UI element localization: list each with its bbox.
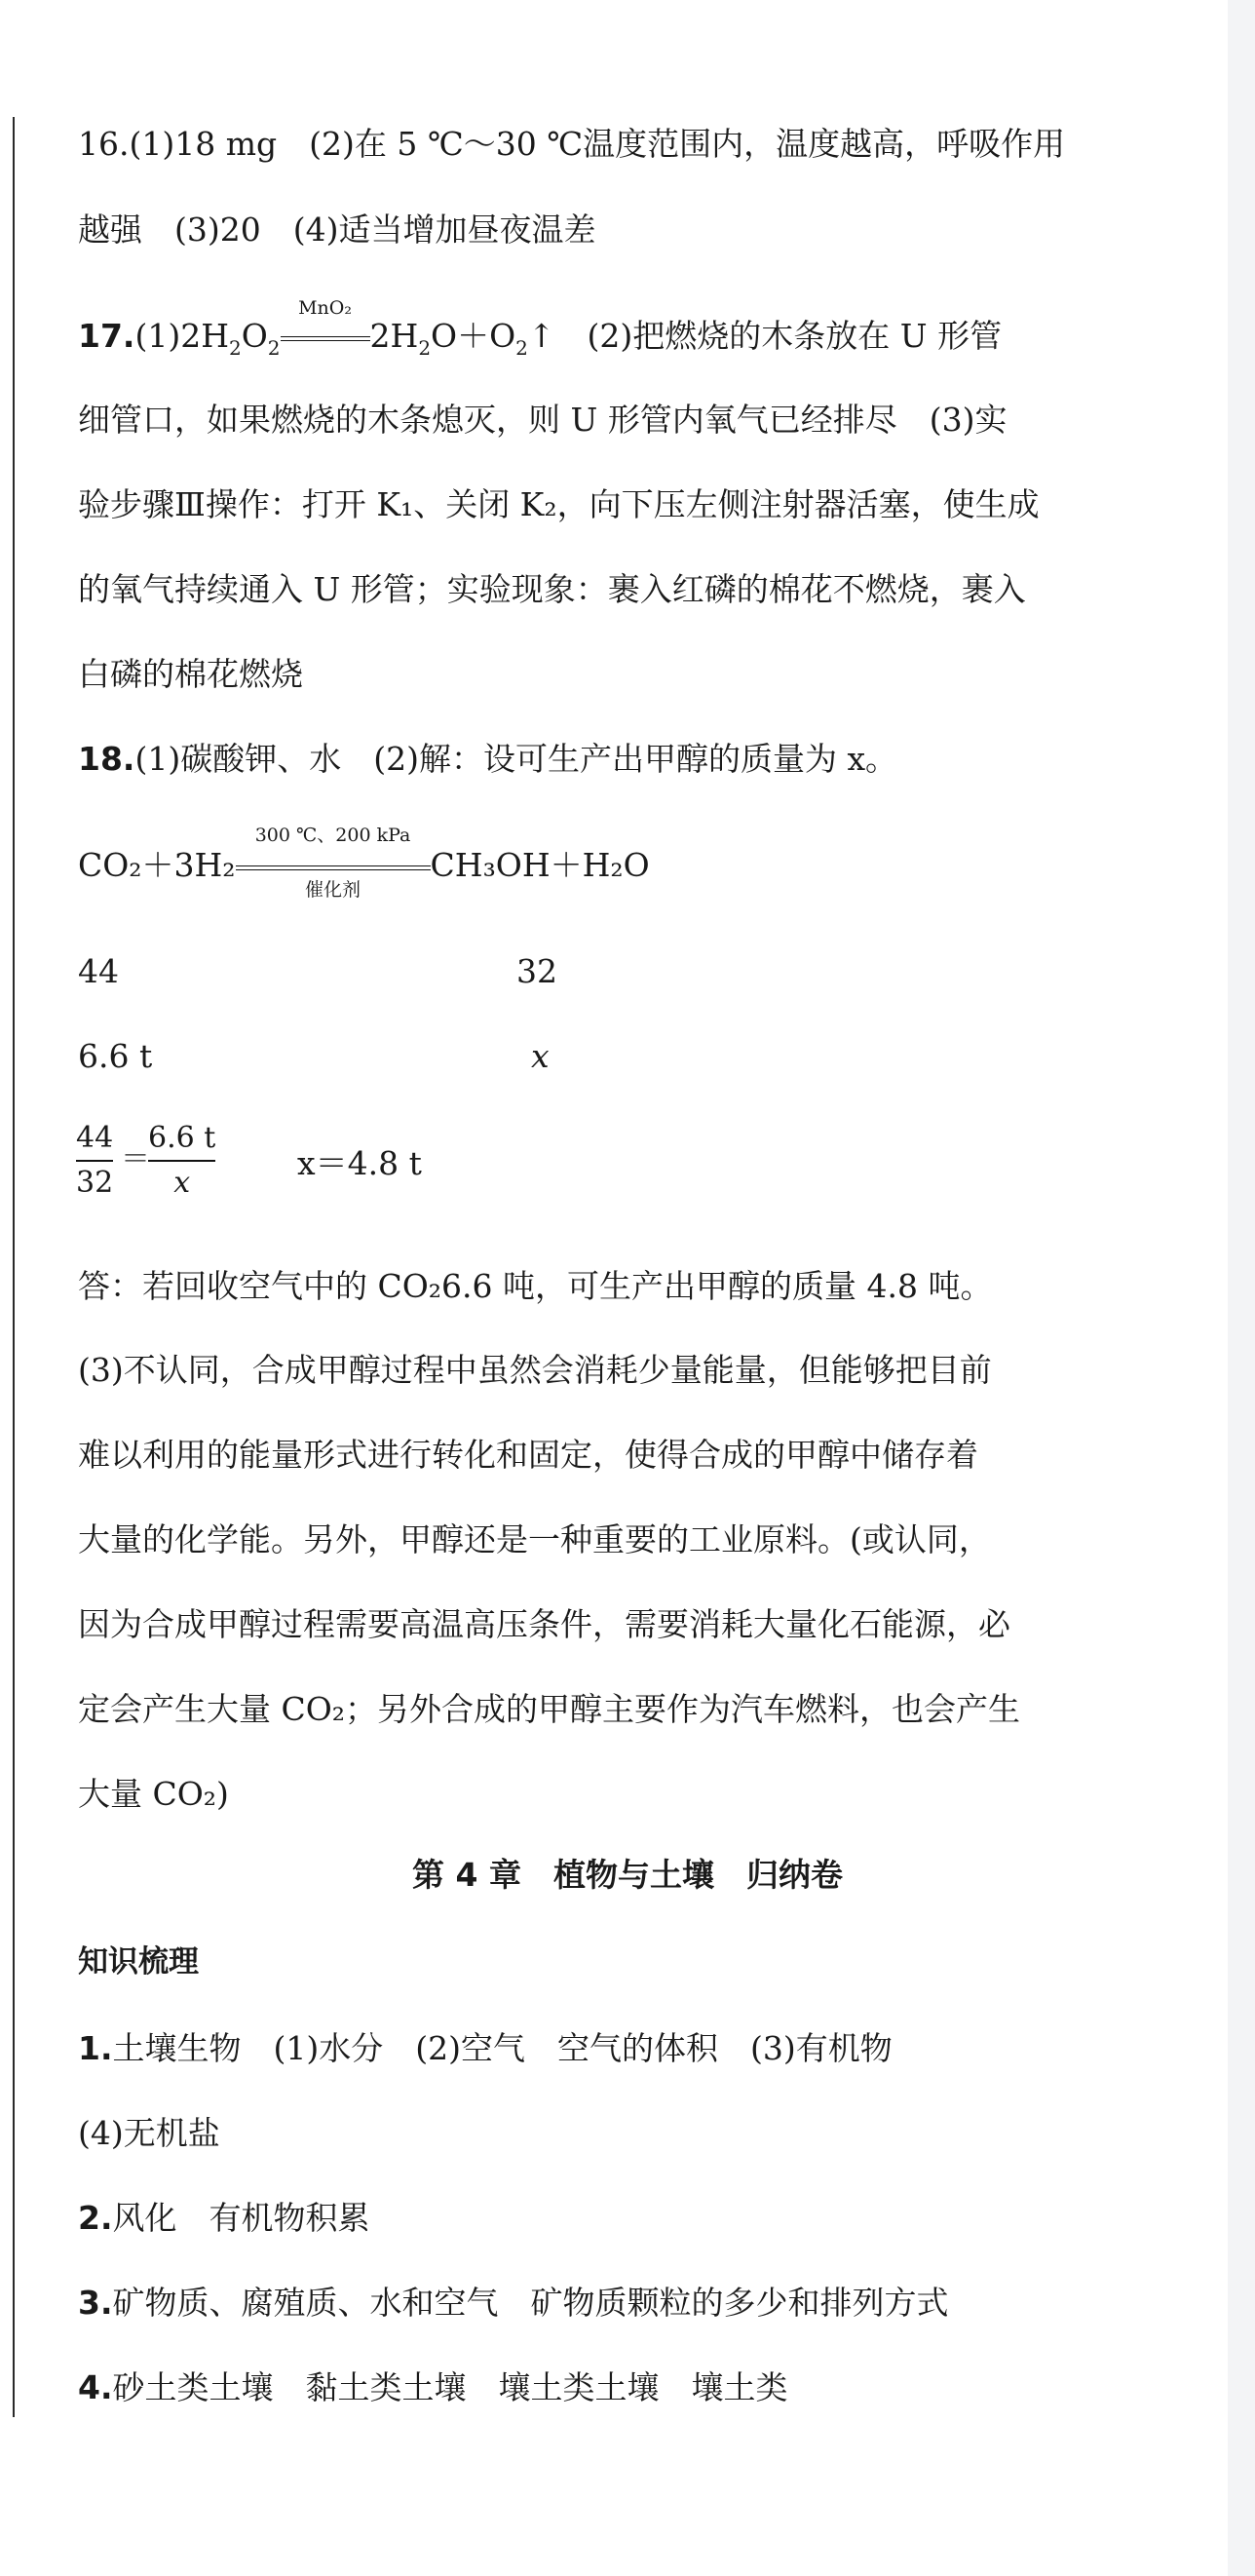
answer-17-line-3: 验步骤Ⅲ操作：打开 K₁、关闭 K₂，向下压左侧注射器活塞，使生成 xyxy=(78,485,1040,523)
answer-17-line-5: 白磷的棉花燃烧 xyxy=(78,655,303,693)
margin-line xyxy=(13,117,15,2417)
list-item: 2.风化 有机物积累 xyxy=(78,2199,370,2237)
reaction-condition-arrow: 300 ℃、200 kPa 催化剂 xyxy=(236,844,431,887)
part3-line-2: 难以利用的能量形式进行转化和固定，使得合成的甲醇中储存着 xyxy=(78,1436,978,1474)
x-result: x＝4.8 t xyxy=(297,1144,422,1182)
fraction-right: 6.6 t x xyxy=(148,1121,216,1200)
part3-line-4: 因为合成甲醇过程需要高温高压条件，需要消耗大量化石能源，必 xyxy=(78,1605,1010,1643)
part3-line-5: 定会产生大量 CO₂；另外合成的甲醇主要作为汽车燃料，也会产生 xyxy=(78,1690,1021,1728)
answer-18-line-1: 18.(1)碳酸钾、水 (2)解：设可生产出甲醇的质量为 x。 xyxy=(78,740,898,778)
mass-44: 44 xyxy=(78,952,119,990)
chapter-title: 第 4 章 植物与土壤 归纳卷 xyxy=(412,1856,843,1894)
fraction-left: 44 32 xyxy=(76,1121,114,1200)
answer-17-line-1: $17.(1)2H_2O_2$ MnO₂ $2H_2O+O_2↑$ (2)把燃烧的木条放在 U 形管 xyxy=(78,297,1003,360)
part3-line-1: (3)不认同，合成甲醇过程中虽然会消耗少量能量，但能够把目前 xyxy=(78,1351,992,1389)
question-number: 18. xyxy=(78,740,135,778)
answer-16-line-1: 16.(1)18 mg (2)在 5 ℃～30 ℃温度范围内，温度越高，呼吸作用 xyxy=(78,125,1066,163)
mass-x: x xyxy=(531,1037,550,1075)
part3-line-6: 大量 CO₂) xyxy=(78,1775,229,1813)
part3-line-3: 大量的化学能。另外，甲醇还是一种重要的工业原料。(或认同， xyxy=(78,1520,991,1558)
mass-6-6t: 6.6 t xyxy=(78,1037,153,1075)
list-item: 3.矿物质、腐殖质、水和空气 矿物质颗粒的多少和排列方式 xyxy=(78,2284,949,2322)
list-item: 4.砂土类土壤 黏土类土壤 壤土类土壤 壤土类 xyxy=(78,2368,788,2406)
answer-conclusion: 答：若回收空气中的 CO₂6.6 吨，可生产出甲醇的质量 4.8 吨。 xyxy=(78,1267,993,1305)
answer-17-line-2: 细管口，如果燃烧的木条熄灭，则 U 形管内氧气已经排尽 (3)实 xyxy=(78,401,1008,439)
chemical-equation: CO₂＋3H₂ 300 ℃、200 kPa 催化剂 CH₃OH＋H₂O xyxy=(78,825,650,901)
reaction-condition-arrow: MnO₂ xyxy=(281,315,370,358)
list-item: (4)无机盐 xyxy=(78,2114,220,2152)
list-item: 1.土壤生物 (1)水分 (2)空气 空气的体积 (3)有机物 xyxy=(78,2029,893,2067)
answer-16-line-2: 越强 (3)20 (4)适当增加昼夜温差 xyxy=(78,211,596,249)
question-number: 17. xyxy=(78,317,135,355)
mass-32: 32 xyxy=(516,952,557,990)
fraction-equals: ＝ xyxy=(121,1142,150,1176)
answer-17-line-4: 的氧气持续通入 U 形管；实验现象：裹入红磷的棉花不燃烧，裹入 xyxy=(78,570,1026,608)
section-title: 知识梳理 xyxy=(78,1944,199,1980)
